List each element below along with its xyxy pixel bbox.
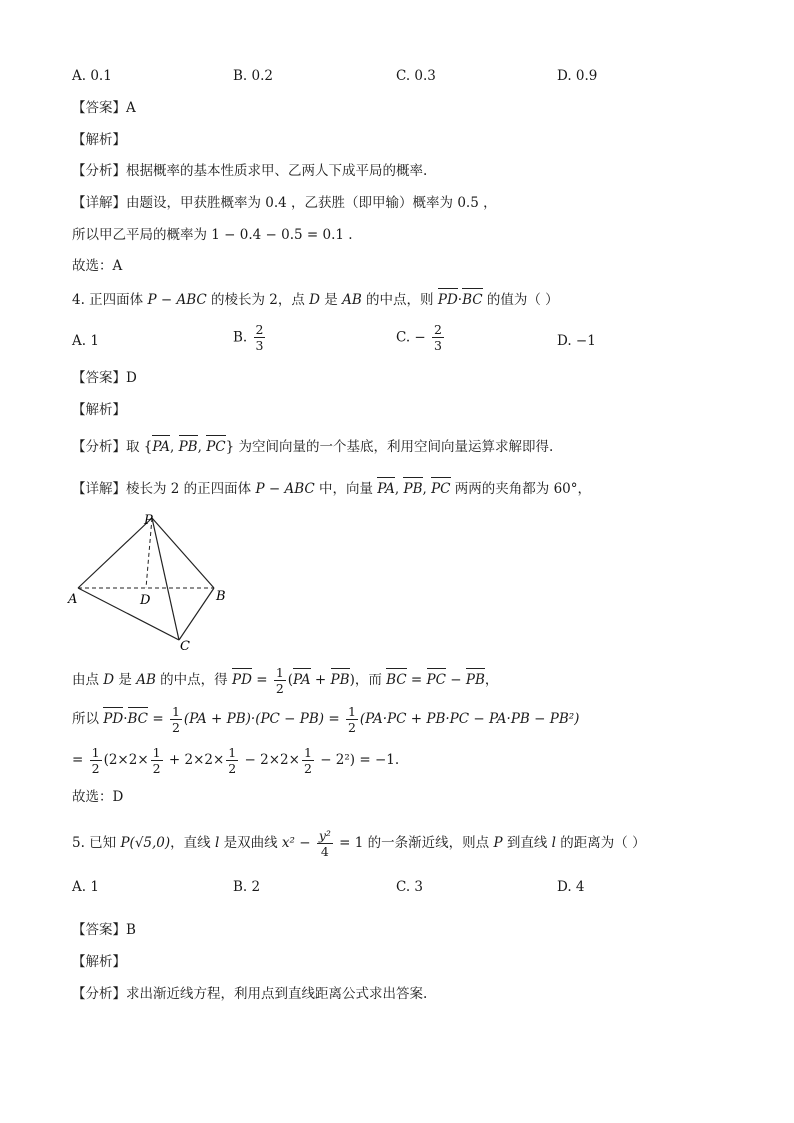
q3-xiangjie: 【详解】由题设，甲获胜概率为 0.4 ，乙获胜（即甲输）概率为 0.5 ， (72, 195, 497, 211)
label-d: D (140, 593, 151, 608)
q4-stem: 4. 正四面体 P − ABC 的棱长为 2，点 D 是 AB 的中点，则 PD·BC 的值为（ ） (72, 292, 559, 308)
q5-option-c: C. 3 (396, 879, 424, 895)
q3-fenxi: 【分析】根据概率的基本性质求甲、乙两人下成平局的概率. (72, 163, 428, 179)
q3-option-d: D. 0.9 (557, 68, 598, 84)
label-c: C (180, 639, 190, 653)
q4-option-c: C. − $\frac{2}{3}$ (396, 322, 442, 353)
q4-option-d: D. −1 (557, 333, 596, 349)
label-p: P (144, 513, 153, 528)
label-b: B (216, 589, 226, 604)
q3-answer: 【答案】A (72, 100, 136, 116)
q3-line2: 所以甲乙平局的概率为 1 − 0.4 − 0.5 = 0.1 . (72, 227, 353, 243)
q4-xiangjie: 【详解】棱长为 2 的正四面体 P − ABC 中，向量 PA, PB, PC 两两的夹角都为 60°， (72, 481, 592, 497)
q3-analysis-tag: 【解析】 (72, 132, 126, 148)
q5-analysis-tag: 【解析】 (72, 954, 126, 970)
q5-stem: 5. 已知 P(√5,0)，直线 l 是双曲线 x² − $\frac{\text{y²}}{4}$ = 1 的一条渐近线，则点 P 到直线 l 的距离为（ ） (72, 828, 646, 859)
label-a: A (68, 592, 78, 607)
q5-option-a: A. 1 (72, 879, 99, 895)
q4-answer: 【答案】D (72, 370, 137, 386)
q4-choice: 故选：D (72, 789, 124, 805)
q4-derivation-2: 所以 PD·BC = $\frac{1}{2}$ (PA + PB)·(PC − PB) = $\frac{1}{2}$ (PA·PC + PB·PC − PA·PB − PB²) (72, 704, 580, 735)
q4-derivation-3: = $\frac{1}{2}$ (2×2× $\frac{1}{2}$ + 2×2× $\frac{1}{2}$ − 2×2× $\frac{1}{2}$ − 2²) = −1. (72, 745, 400, 776)
q5-fenxi: 【分析】求出渐近线方程，利用点到直线距离公式求出答案. (72, 986, 428, 1002)
q3-option-a: A. 0.1 (72, 68, 112, 84)
q4-option-b: B. $\frac{2}{3}$ (233, 322, 264, 353)
tetrahedron-figure (66, 508, 236, 653)
q4-option-a: A. 1 (72, 333, 99, 349)
q5-option-b: B. 2 (233, 879, 261, 895)
q4-fenxi: 【分析】取 {PA, PB, PC} 为空间向量的一个基底，利用空间向量运算求解即得. (72, 439, 554, 455)
q3-choice: 故选：A (72, 258, 123, 274)
q5-option-d: D. 4 (557, 879, 585, 895)
q4-derivation-1: 由点 D 是 AB 的中点，得 PD = $\frac{1}{2}$ (PA + PB)，而 BC = PC − PB， (72, 665, 499, 696)
q3-option-b: B. 0.2 (233, 68, 273, 84)
q3-option-c: C. 0.3 (396, 68, 436, 84)
q4-analysis-tag: 【解析】 (72, 402, 126, 418)
q5-answer: 【答案】B (72, 922, 136, 938)
